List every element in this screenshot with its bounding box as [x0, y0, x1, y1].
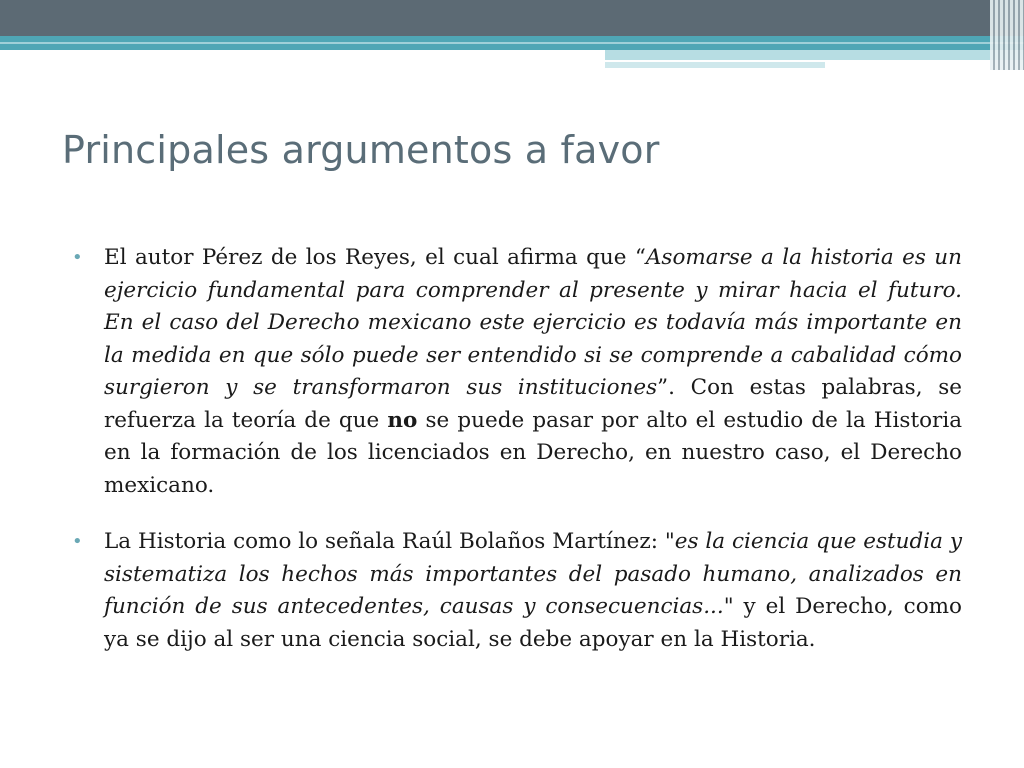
bullet-1-after-quote: ”. Con estas palabras, se refuerza la teoría de que — [104, 375, 962, 433]
bullet-marker: • — [72, 531, 83, 552]
header-band-highlight — [0, 42, 1024, 44]
bullet-text-2 — [104, 526, 962, 656]
bullet-text-1 — [104, 242, 962, 502]
bullet-1-tail: se puede pasar por alto el estudio de la Historia en la formación de los licenciados en Derecho, en nuestro caso, el Derecho mexicano. — [104, 407, 963, 498]
bullet-item-2 — [72, 526, 962, 656]
bullet-marker: • — [72, 247, 83, 268]
slide-body — [72, 242, 962, 680]
slide-title: Principales argumentos a favor — [62, 128, 660, 172]
header-stripes-decoration — [990, 0, 1024, 70]
header-accent-bar-1 — [605, 50, 1024, 60]
bullet-1-intro: El autor Pérez de los Reyes, el cual afirma que “ — [104, 245, 646, 270]
bullet-item-1 — [72, 242, 962, 502]
bullet-1-quote: Asomarse a la historia es un ejercicio fundamental para comprender al presente y mirar hacia el futuro. En el caso del Derecho mexicano este ejercicio es todavía más importante en la medida en que sólo puede ser entendido si se comprende a cabalidad cómo surgieron y se transformaron sus instituciones — [104, 245, 962, 400]
header-band-dark — [0, 0, 1024, 36]
bullet-2-quote: es la ciencia que estudia y sistematiza los hechos más importantes del pasado humano, analizados en función de sus antecedentes, causas y consecuencias... — [104, 529, 962, 619]
bullet-1-bold-word: no — [387, 407, 418, 433]
bullet-2-tail: " y el Derecho, como ya se dijo al ser una ciencia social, se debe apoyar en la Historia. — [104, 594, 962, 652]
header-accent-bar-2 — [605, 62, 825, 68]
bullet-2-intro: La Historia como lo señala Raúl Bolaños Martínez: " — [104, 529, 675, 554]
